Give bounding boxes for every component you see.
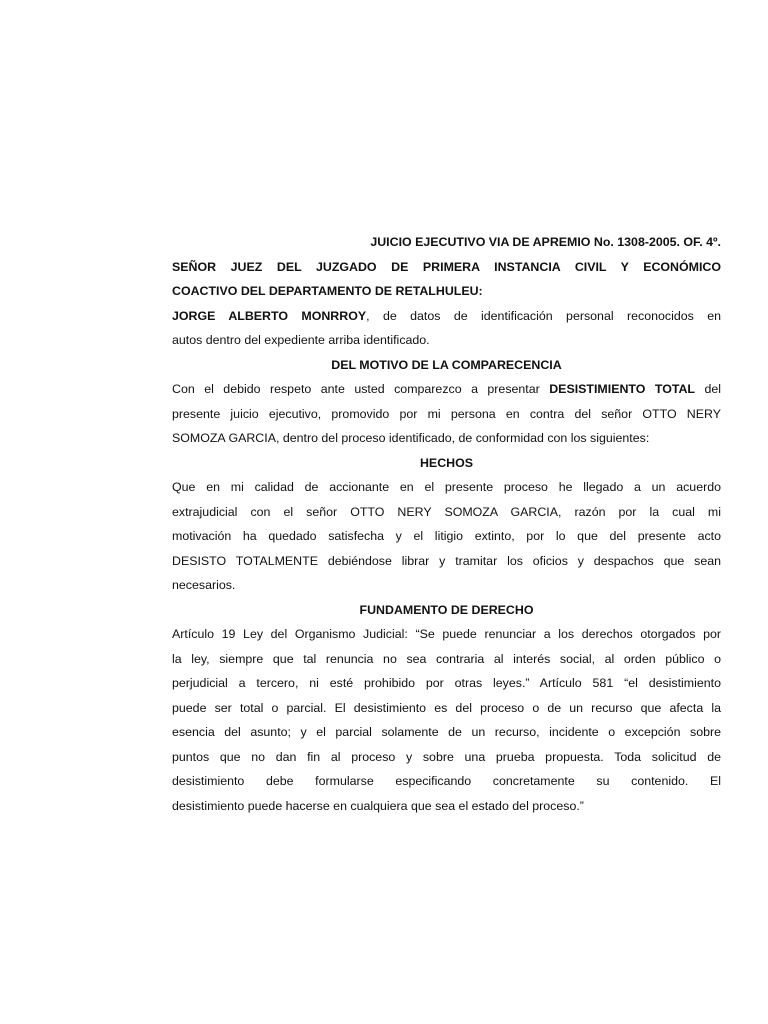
petitioner-text-1: , de datos de identificación personal reconocidos en: [366, 308, 721, 323]
document-page: [172, 230, 721, 818]
hechos-line: motivación ha quedado satisfecha y el litigio extinto, por lo que del presente acto: [172, 529, 721, 543]
fundamento-line: puede ser total o parcial. El desistimiento es del proceso o de un recurso que afecta la: [172, 700, 721, 715]
desistimiento-total-bold: DESISTIMIENTO TOTAL: [549, 382, 695, 396]
case-header: JUICIO EJECUTIVO VIA DE APREMIO No. 1308-2005. OF. 4º.: [370, 235, 721, 249]
motivo-line-1-text-b: del: [695, 382, 721, 396]
fundamento-line: desistimiento puede hacerse en cualquiera que sea el estado del proceso.”: [172, 798, 584, 813]
petitioner-line-1: [172, 304, 721, 329]
addressee-line-2: COACTIVO DEL DEPARTAMENTO DE RETALHULEU:: [172, 284, 483, 298]
fundamento-line: Artículo 19 Ley del Organismo Judicial: “Se puede renunciar a los derechos otorgados por: [172, 627, 721, 641]
hechos-line: necesarios.: [172, 578, 236, 592]
fundamento-line: perjudicial a tercero, ni esté prohibido por otras leyes.” Artículo 581 “el desistimiento: [172, 676, 721, 690]
motivo-line-1-text-a: Con el debido respeto ante usted comparezco a presentar: [172, 382, 550, 396]
section-title-motivo: DEL MOTIVO DE LA COMPARECENCIA: [331, 357, 562, 372]
section-title-hechos: HECHOS: [419, 455, 473, 470]
motivo-line-3: SOMOZA GARCIA, dentro del proceso identificado, de conformidad con los siguientes:: [172, 431, 650, 445]
motivo-paragraph: [172, 377, 721, 451]
fundamento-line: la ley, siempre que tal renuncia no sea contraria al interés social, al orden público o: [172, 651, 721, 666]
fundamento-line: desistimiento debe formularse especificando concretamente su contenido. El: [172, 774, 721, 788]
hechos-paragraph: [172, 475, 721, 598]
petitioner-paragraph: [172, 304, 721, 353]
fundamento-line: puntos que no dan fin al proceso y sobre una prueba propuesta. Toda solicitud de: [172, 749, 721, 764]
fundamento-paragraph: [172, 622, 721, 818]
hechos-line: extrajudicial con el señor OTTO NERY SOMOZA GARCIA, razón por la cual mi: [172, 504, 721, 519]
section-title-fundamento: FUNDAMENTO DE DERECHO: [359, 602, 534, 617]
petitioner-name: JORGE ALBERTO MONRROY: [172, 308, 367, 323]
addressee-line-1: SEÑOR JUEZ DEL JUZGADO DE PRIMERA INSTANCIA CIVIL Y ECONÓMICO: [172, 259, 721, 274]
fundamento-line: esencia del asunto; y el parcial solamente de un recurso, incidente o excepción sobre: [172, 725, 721, 739]
hechos-line: Que en mi calidad de accionante en el presente proceso he llegado a un acuerdo: [172, 480, 721, 494]
motivo-line-1: [172, 377, 721, 402]
petitioner-line-2: autos dentro del expediente arriba identificado.: [172, 333, 430, 347]
hechos-line: DESISTO TOTALMENTE debiéndose librar y tramitar los oficios y despachos que sean: [172, 553, 721, 568]
motivo-line-2: presente juicio ejecutivo, promovido por mi persona en contra del señor OTTO NERY: [172, 406, 721, 421]
addressee: [172, 255, 721, 304]
